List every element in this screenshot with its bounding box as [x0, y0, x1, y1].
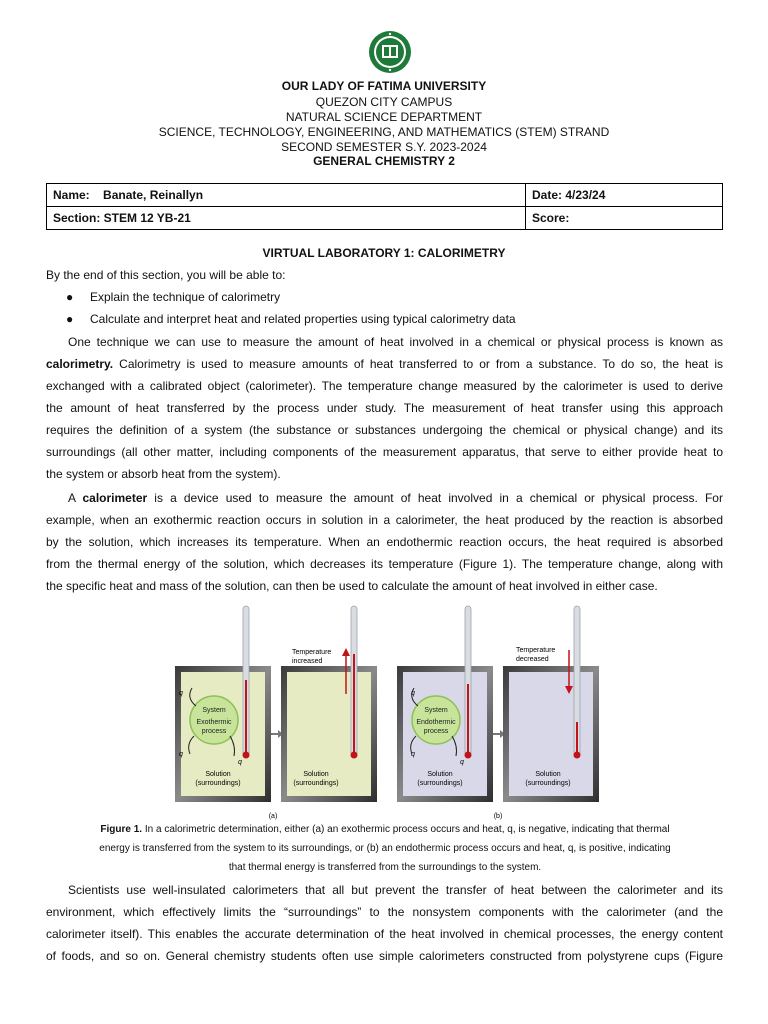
- university-seal-logo: [368, 30, 412, 74]
- figure-caption-line: energy is transferred from the system to its surroundings, or (b) an endothermic process occurs and heat, q, is positive, indicating: [99, 843, 671, 854]
- solution-label: (surroundings): [525, 780, 571, 787]
- calorimeter-a-before: [175, 606, 271, 802]
- campus-name: QUEZON CITY CAMPUS: [315, 95, 453, 109]
- para2-line: the specific heat and mass of the solution, can then be used to calculate the amount of heat involved in either case.: [46, 579, 658, 593]
- temperature-decreased-label: decreased: [516, 656, 549, 663]
- name-label: Name:: [53, 188, 90, 202]
- para1-line: surroundings (all other matter, including components of the measurement apparatus, that serve to either provide heat to: [46, 445, 723, 459]
- para2-line: by the solution, which increases its temperature. When an endothermic reaction occurs, the heat required is absorbed: [46, 535, 723, 549]
- student-info-table: [46, 183, 723, 230]
- para3-line: calorimeter itself). This enables the accurate determination of the heat involved in chemical processes, the energy content: [46, 927, 723, 941]
- figure-label-b: (b): [493, 813, 503, 820]
- para2-line: example, when an exothermic reaction occurs in solution in a calorimeter, the heat produced by the reaction is absorbed: [46, 513, 723, 527]
- solution-label: (surroundings): [293, 780, 339, 787]
- calorimeter-a-after: [281, 606, 377, 802]
- q-label: q: [179, 690, 183, 697]
- process-label: process: [201, 728, 227, 735]
- para3-line: of foods, and so on. General chemistry students often use simple calorimeters constructed from polystyrene cups (Figure: [46, 949, 723, 963]
- system-label: System: [202, 707, 226, 714]
- calorimeter-b-after: [503, 606, 599, 802]
- semester: SECOND SEMESTER S.Y. 2023-2024: [281, 140, 487, 154]
- objective-item: ● Explain the technique of calorimetry: [66, 290, 281, 304]
- q-label: q: [411, 690, 415, 697]
- arrow-up-icon: [342, 648, 350, 656]
- figure-label-a: (a): [268, 813, 278, 820]
- solution-label: Solution: [427, 771, 453, 778]
- temperature-increased-label: Temperature: [292, 649, 332, 656]
- para1-line: exchanged with a calibrated object (calorimeter). The temperature change measured by the calorimeter is used to derive: [46, 379, 723, 393]
- university-name: OUR LADY OF FATIMA UNIVERSITY: [281, 79, 487, 93]
- lab-title: VIRTUAL LABORATORY 1: CALORIMETRY: [262, 246, 506, 260]
- solution-label: Solution: [303, 771, 329, 778]
- calorimetry-figure: [170, 604, 600, 820]
- process-label: Exothermic: [196, 719, 232, 726]
- para1-line: requires the definition of a system (the substance or substances undergoing the chemical or physical change) and its: [46, 423, 723, 437]
- name-cell: [47, 184, 526, 207]
- intro-text: By the end of this section, you will be able to:: [46, 268, 286, 282]
- para1-line: the amount of heat transferred by the process under study. The measurement of heat transfer using this approach: [46, 401, 723, 415]
- strand-name: SCIENCE, TECHNOLOGY, ENGINEERING, AND MATHEMATICS (STEM) STRAND: [158, 125, 610, 139]
- para1-line: the system or absorb heat from the system).: [46, 467, 281, 481]
- para2-line: A calorimeter is a device used to measure the amount of heat involved in a chemical or physical process. For: [68, 491, 723, 505]
- system-label: System: [424, 707, 448, 714]
- para3-line: environment, which effectively limits the “surroundings” to the nonsystem components with the calorimeter (and the: [46, 905, 723, 919]
- process-label: process: [423, 728, 449, 735]
- temperature-decreased-label: Temperature: [516, 647, 556, 654]
- calorimeter-b-before: [397, 606, 493, 802]
- figure-caption-line: Figure 1. In a calorimetric determination, either (a) an exothermic process occurs and heat, q, is negative, indicating that thermal: [100, 824, 670, 835]
- para1-line: calorimetry. Calorimetry is used to measure amounts of heat transferred to or from a substance. To do so, the heat is: [46, 357, 723, 371]
- department-name: NATURAL SCIENCE DEPARTMENT: [285, 110, 483, 124]
- course-name: GENERAL CHEMISTRY 2: [313, 154, 455, 168]
- process-label: Endothermic: [416, 719, 456, 726]
- objective-item: ● Calculate and interpret heat and related properties using typical calorimetry data: [66, 312, 516, 326]
- temperature-increased-label: increased: [292, 658, 323, 665]
- solution-label: Solution: [205, 771, 231, 778]
- para1-line: One technique we can use to measure the amount of heat involved in a chemical or physical process is known as: [68, 335, 723, 349]
- figure-caption-line: that thermal energy is transferred from the surroundings to the system.: [228, 862, 542, 873]
- q-label: q: [179, 751, 183, 758]
- para2-line: from the thermal energy of the solution, which decreases its temperature (Figure 1). The temperature change, along with: [46, 557, 723, 571]
- q-label: q: [411, 751, 415, 758]
- solution-label: (surroundings): [417, 780, 463, 787]
- solution-label: Solution: [535, 771, 561, 778]
- para3-line: Scientists use well-insulated calorimeters that all but prevent the transfer of heat between the calorimeter and its: [68, 883, 723, 897]
- date-cell: Date: 4/23/24: [526, 184, 723, 207]
- section-cell: Section: STEM 12 YB-21: [47, 207, 526, 230]
- solution-label: (surroundings): [195, 780, 241, 787]
- score-cell: Score:: [526, 207, 723, 230]
- q-label: q: [460, 759, 464, 766]
- q-label: q: [238, 759, 242, 766]
- name-value: Banate, Reinallyn: [103, 188, 204, 202]
